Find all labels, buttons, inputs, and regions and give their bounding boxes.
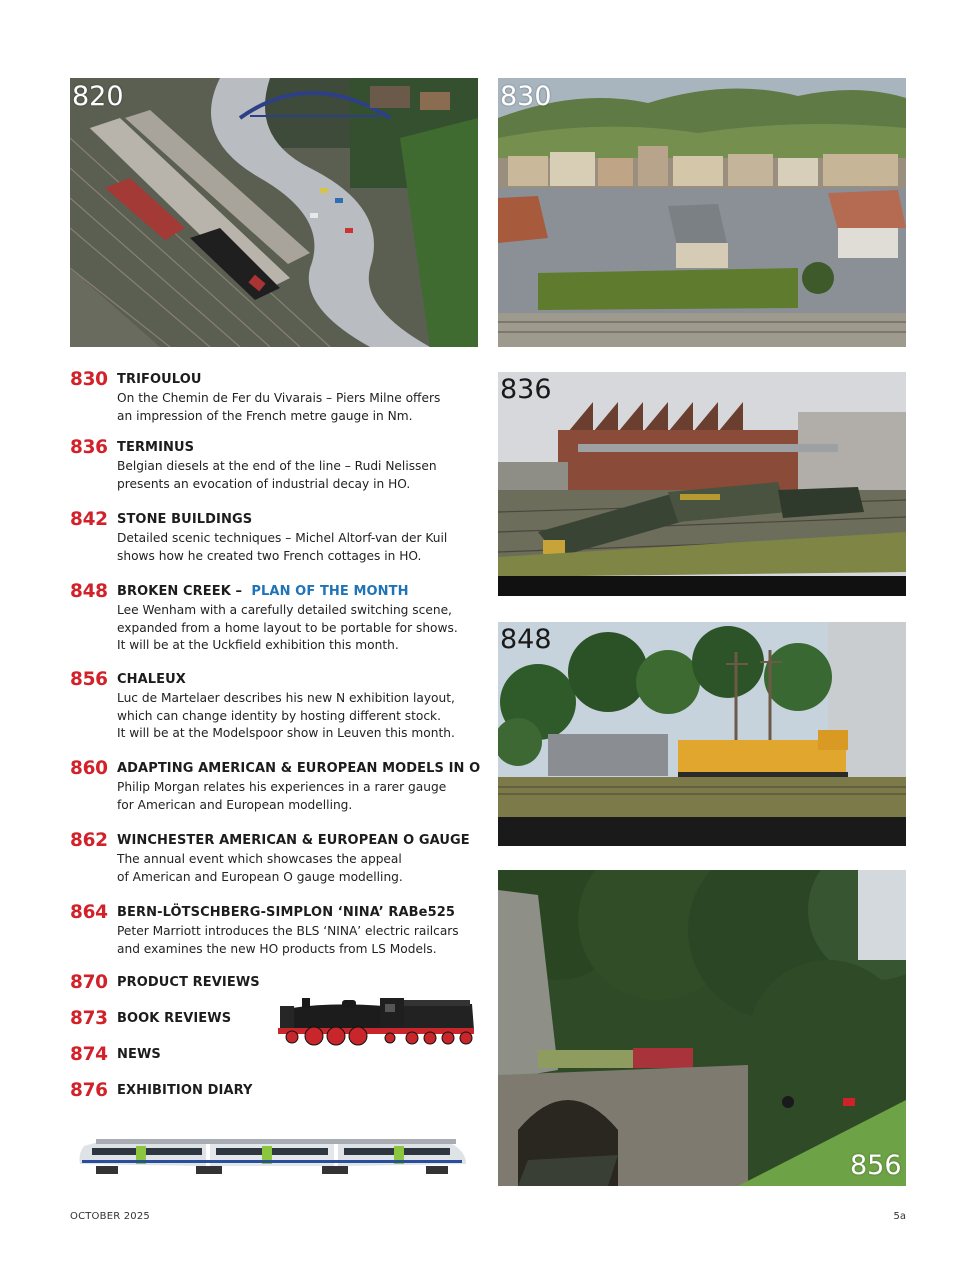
nina-railcar-image (76, 1136, 470, 1178)
toc-description: The annual event which showcases the appeal of American and European O gauge modelling. (117, 852, 403, 884)
toc-description: Peter Marriott introduces the BLS ‘NINA’ electric railcars and examines the new HO products from LS Models. (117, 924, 459, 956)
toc-page-number: 848 (70, 581, 108, 602)
toc-page-number: 860 (70, 758, 108, 779)
toc-page-number: 862 (70, 830, 108, 851)
toc-page-number: 864 (70, 902, 108, 923)
toc-title: TERMINUS (117, 440, 195, 455)
photo-number-820: 820 (72, 81, 124, 112)
toc-title: BROKEN CREEK – PLAN OF THE MONTH (117, 584, 409, 599)
photo-number-836: 836 (500, 374, 552, 405)
footer-issue-date: OCTOBER 2025 (70, 1211, 150, 1222)
footer-page-number: 5a (893, 1211, 906, 1222)
toc-description: Lee Wenham with a carefully detailed switching scene, expanded from a home layout to be portable for shows. It will be at the Uckfield exhibition this month. (117, 603, 458, 653)
toc-page-number: 870 (70, 972, 108, 993)
toc-description: On the Chemin de Fer du Vivarais – Piers Milne offers an impression of the French metre gauge in Nm. (117, 391, 441, 423)
photo-848-broken-creek (498, 622, 906, 846)
toc-title: CHALEUX (117, 672, 186, 687)
toc-title: BERN-LÖTSCHBERG-SIMPLON ‘NINA’ RABe525 (117, 905, 456, 920)
photo-number-856: 856 (850, 1150, 902, 1181)
toc-page-number: 830 (70, 369, 108, 390)
toc-description: Belgian diesels at the end of the line – Rudi Nelissen presents an evocation of industrial decay in HO. (117, 459, 437, 491)
photo-number-848: 848 (500, 624, 552, 655)
toc-description: Philip Morgan relates his experiences in a rarer gauge for American and European modelling. (117, 780, 447, 812)
photo-830-trifoulou (498, 78, 906, 347)
steam-locomotive-image (272, 990, 476, 1048)
plan-of-the-month-label: PLAN OF THE MONTH (251, 584, 409, 599)
toc-title: EXHIBITION DIARY (117, 1083, 253, 1098)
toc-title: ADAPTING AMERICAN & EUROPEAN MODELS IN O (117, 761, 481, 776)
toc-description: Detailed scenic techniques – Michel Altorf-van der Kuil shows how he created two French cottages in HO. (117, 531, 448, 563)
toc-title: TRIFOULOU (117, 372, 202, 387)
toc-title: PRODUCT REVIEWS (117, 975, 260, 990)
toc-page-number: 836 (70, 437, 108, 458)
photo-836-terminus (498, 372, 906, 596)
toc-title: WINCHESTER AMERICAN & EUROPEAN O GAUGE (117, 833, 470, 848)
photo-820-station-layout (70, 78, 478, 347)
toc-description: Luc de Martelaer describes his new N exhibition layout, which can change identity by hosting different stock. It will be at the Modelspoor show in Leuven this month. (117, 691, 455, 741)
toc-title: BOOK REVIEWS (117, 1011, 232, 1026)
toc-page-number: 842 (70, 509, 108, 530)
toc-title: NEWS (117, 1047, 161, 1062)
photo-number-830: 830 (500, 81, 552, 112)
toc-page-number: 874 (70, 1044, 108, 1065)
toc-page-number: 873 (70, 1008, 108, 1029)
toc-page-number: 876 (70, 1080, 108, 1101)
photo-856-chaleux (498, 870, 906, 1186)
toc-title: STONE BUILDINGS (117, 512, 253, 527)
toc-page-number: 856 (70, 669, 108, 690)
